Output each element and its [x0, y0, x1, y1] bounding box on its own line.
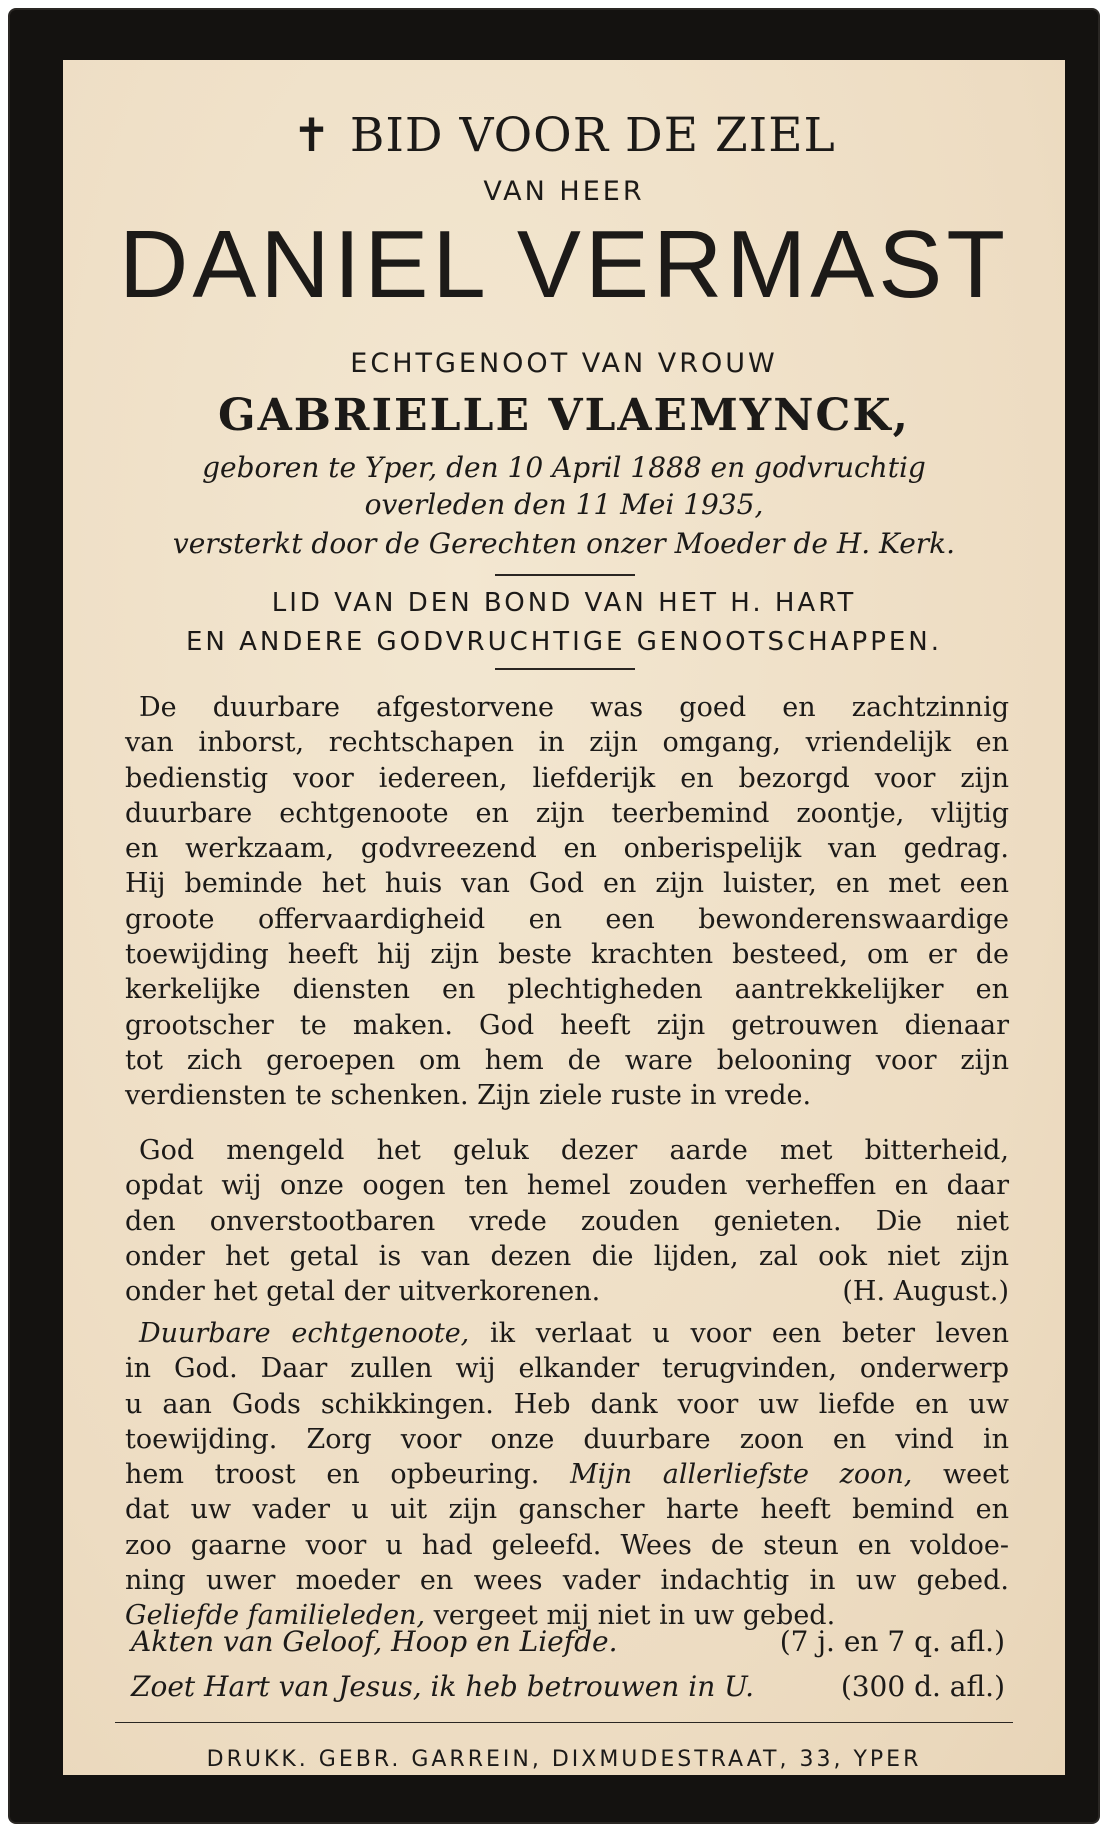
text-line: van inborst, rechtschapen in zijn omgang, vriendelijk en [125, 727, 1009, 759]
text-line [125, 1274, 1009, 1309]
address-family: Geliefde familieleden, [125, 1600, 426, 1632]
cross-icon: ✝ [292, 108, 332, 162]
text-line: God mengeld het geluk dezer aarde met bitterheid, [139, 1135, 1009, 1166]
bid-text: BID VOOR DE ZIEL [349, 108, 836, 163]
text-line: Hij beminde het huis van God en zijn luister, en met een [125, 868, 1009, 900]
text-line: verdiensten te schenken. Zijn ziele ruste in vrede. [125, 1080, 812, 1112]
text-line: den onverstootbaren vrede zouden genieten. Die niet [125, 1205, 1009, 1237]
printer-footer: DRUKK. GEBR. GARREIN, DIXMUDESTRAAT, 33, YPER [206, 1747, 922, 1772]
paragraph-eulogy [125, 690, 1009, 1114]
death-line: overleden den 11 Mei 1935, [364, 488, 764, 521]
paragraph-augustine [125, 1133, 1009, 1309]
bond-line-1: LID VAN DEN BOND VAN HET H. HART [271, 588, 857, 618]
address-son: Mijn allerliefste zoon, [570, 1459, 913, 1491]
text-line: tot zich geroepen om hem de ware belooning voor zijn [125, 1044, 1009, 1076]
deceased-name: DANIEL VERMAST [119, 211, 1009, 318]
indulgence: (300 d. afl.) [840, 1670, 1005, 1703]
text-line-content: vergeet mij niet in uw gebed. [425, 1600, 836, 1632]
address-spouse: Duurbare echtgenoote, [139, 1318, 470, 1349]
text-line: toewijding. Zorg voor onze duurbare zoon en vind in [125, 1423, 1009, 1455]
text-line: dat uw vader u uit zijn ganscher harte heeft bemind en [125, 1494, 1009, 1526]
prayer-line [131, 1670, 1005, 1703]
text-line: toewijding heeft hij zijn beste krachten besteed, om er de [125, 939, 1009, 971]
text-line-content: weet [912, 1459, 1009, 1491]
text-line: zoo gaarne voor u had geleefd. Wees de steun en voldoe- [125, 1529, 1009, 1561]
spouse-intro: ECHTGENOOT VAN VROUW [350, 348, 778, 379]
text-line: opdat wij onze oogen ten hemel zouden verheffen en daar [125, 1170, 1009, 1202]
text-line: bedienstig voor iedereen, liefderijk en bezorgd voor zijn [125, 762, 1009, 794]
text-line: onder het getal is van dezen die lijden, zal ook niet zijn [125, 1240, 1009, 1272]
prayer-line [131, 1625, 1005, 1658]
paragraph-farewell [125, 1316, 1009, 1634]
text-line-content: onder het getal der uitverkorenen. [125, 1276, 601, 1308]
text-line-content: ik verlaat u voor een beter leven [469, 1318, 1009, 1349]
text-line: duurbare echtgenoote en zijn teerbemind zoontje, vlijtig [125, 797, 1009, 829]
text-line: ning uwer moeder en wees vader indachtig in uw gebed. [125, 1565, 1009, 1597]
birth-line: geboren te Yper, den 10 April 1888 en godvruchtig [202, 451, 926, 484]
divider-bottom [495, 668, 635, 670]
text-line: grootscher te maken. God heeft zijn getrouwen dienaar [125, 1009, 1009, 1041]
spouse-name: GABRIELLE VLAEMYNCK, [218, 390, 910, 441]
prayer-text: Zoet Hart van Jesus, ik heb betrouwen in U. [131, 1670, 755, 1703]
text-line: kerkelijke diensten en plechtigheden aantrekkelijker en [125, 974, 1009, 1006]
text-line: u aan Gods schikkingen. Heb dank voor uw liefde en uw [125, 1388, 1009, 1420]
indulgence: (7 j. en 7 q. afl.) [779, 1625, 1005, 1658]
text-line-content: hem troost en opbeuring. [125, 1459, 571, 1491]
quote-source: (H. August.) [842, 1276, 1009, 1308]
footer-divider [115, 1722, 1013, 1723]
bond-line-2: EN ANDERE GODVRUCHTIGE GENOOTSCHAPPEN. [185, 627, 943, 657]
text-line [125, 1457, 1009, 1492]
van-heer: VAN HEER [483, 176, 645, 207]
text-line [125, 1316, 1009, 1351]
memorial-card-border [10, 10, 1098, 1822]
text-line: De duurbare afgestorvene was goed en zachtzinnig [139, 692, 1009, 723]
prayer-text: Akten van Geloof, Hoop en Liefde. [131, 1625, 618, 1658]
memorial-card [63, 60, 1065, 1775]
divider-top [495, 574, 635, 576]
prayer-heading [63, 108, 1065, 163]
text-line: groote offervaardigheid en een bewonderenswaardige [125, 903, 1009, 935]
sacraments-line: versterkt door de Gerechten onzer Moeder de H. Kerk. [172, 527, 956, 560]
text-line: en werkzaam, godvreezend en onberispelijk van gedrag. [125, 833, 1009, 865]
text-line: in God. Daar zullen wij elkander terugvinden, onderwerp [125, 1353, 1009, 1385]
